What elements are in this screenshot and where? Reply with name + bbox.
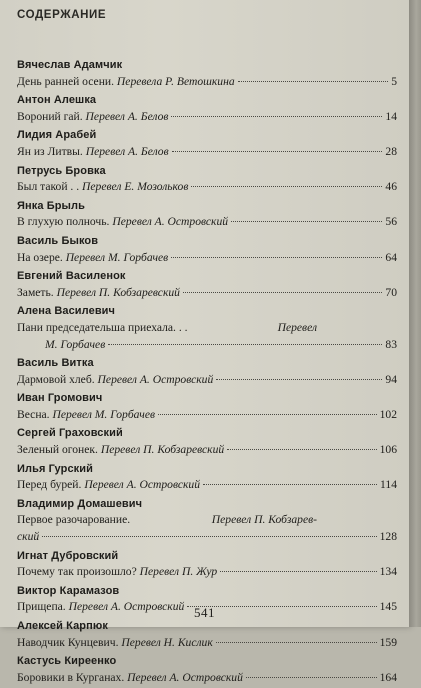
toc-author: Игнат Дубровский bbox=[17, 549, 119, 562]
leader-dots bbox=[172, 151, 383, 152]
toc-translator: Перевел bbox=[277, 320, 317, 334]
toc-translator: Перевела Р. Ветошкина bbox=[116, 74, 235, 88]
toc-page-number: 5 bbox=[391, 74, 397, 88]
toc-page-number: 46 bbox=[385, 180, 397, 194]
toc-work-title: Весна. bbox=[17, 407, 50, 421]
toc-work-title: Зеленый огонек. bbox=[17, 443, 98, 457]
toc-work-line bbox=[17, 144, 397, 161]
toc-page-number: 83 bbox=[385, 337, 397, 351]
toc-work-line bbox=[17, 320, 317, 337]
toc-author: Алексей Карпюк bbox=[17, 620, 108, 632]
toc-translator: Перевел П. Кобзаревский bbox=[56, 285, 180, 299]
toc-work-line bbox=[17, 477, 397, 494]
toc-work-title: Пани председательша приехала. . . bbox=[17, 320, 188, 334]
leader-dots bbox=[216, 642, 377, 643]
toc-translator: Перевел М. Горбачев bbox=[52, 407, 156, 421]
toc-work-line bbox=[17, 74, 397, 91]
toc-translator: Перевел А. Белов bbox=[85, 109, 169, 123]
toc-work-line bbox=[17, 635, 397, 652]
leader-dots bbox=[203, 484, 377, 485]
toc-work-line bbox=[17, 250, 397, 267]
toc-page-number: 159 bbox=[379, 635, 397, 649]
toc-translator: Перевел М. Горбачев bbox=[65, 250, 169, 264]
toc-translator: Перевел П. Кобзарев- bbox=[211, 513, 317, 527]
toc-work-line bbox=[17, 564, 397, 581]
toc-work-title: Вороний гай. bbox=[17, 109, 83, 123]
toc-translator: Перевел А. Островский bbox=[127, 670, 243, 684]
toc-author: Василь Витка bbox=[17, 357, 94, 370]
toc-translator: Перевел А. Островский bbox=[68, 600, 185, 614]
toc-page-number: 56 bbox=[385, 215, 397, 229]
toc-author: Илья Гурский bbox=[17, 462, 93, 475]
toc-translator: М. Горбачев bbox=[45, 337, 106, 351]
page-heading: СОДЕРЖАНИЕ bbox=[17, 9, 107, 21]
toc-translator: Перевел Н. Кислик bbox=[121, 635, 213, 649]
leader-dots bbox=[231, 221, 382, 222]
toc-work-title: Заметь. bbox=[17, 285, 54, 299]
toc-translator: Перевел А. Белов bbox=[85, 144, 169, 158]
toc-translator: Перевел А. Островский bbox=[97, 372, 214, 386]
toc-page-number: 28 bbox=[385, 144, 397, 158]
toc-work-line bbox=[17, 512, 317, 529]
toc-author: Виктор Карамазов bbox=[17, 584, 120, 597]
toc-work-line bbox=[17, 529, 397, 546]
toc-page-number: 134 bbox=[379, 565, 397, 579]
toc-work-line bbox=[17, 214, 397, 231]
toc-page-number: 94 bbox=[385, 372, 397, 386]
toc-work-title: День ранней осени. bbox=[17, 74, 115, 88]
toc-work-line bbox=[17, 442, 397, 459]
leader-dots bbox=[171, 257, 382, 258]
toc-translator: Перевел А. Островский bbox=[112, 215, 229, 229]
leader-dots bbox=[42, 536, 376, 537]
toc-page-number: 70 bbox=[385, 285, 397, 299]
leader-dots bbox=[238, 81, 389, 82]
page-number: 541 bbox=[194, 605, 215, 620]
toc-work-title: На озере. bbox=[17, 250, 63, 264]
table-of-contents bbox=[17, 57, 397, 688]
toc-author: Василь Быков bbox=[17, 234, 99, 247]
toc-translator: Перевел П. Кобзаревский bbox=[100, 443, 225, 457]
toc-work-line bbox=[17, 285, 397, 302]
toc-translator: ский bbox=[17, 530, 40, 544]
leader-dots bbox=[227, 449, 376, 450]
toc-work-title: Перед бурей. bbox=[17, 478, 82, 492]
toc-work-title: Ян из Литвы. bbox=[17, 144, 83, 158]
toc-work-title: Был такой . . bbox=[17, 180, 80, 194]
toc-author: Кастусь Киреенко bbox=[17, 655, 117, 668]
leader-dots bbox=[191, 186, 382, 187]
toc-work-title: Прищепа. bbox=[17, 600, 66, 614]
toc-work-title: Дармовой хлеб. bbox=[17, 372, 95, 386]
toc-work-line bbox=[17, 179, 397, 196]
toc-author: Лидия Арабей bbox=[17, 129, 97, 142]
toc-work-line bbox=[17, 337, 397, 354]
toc-author: Алена Василевич bbox=[17, 305, 116, 318]
leader-dots bbox=[220, 571, 376, 572]
toc-work-title: Наводчик Кунцевич. bbox=[17, 635, 119, 649]
leader-dots bbox=[216, 379, 382, 380]
toc-page-number: 14 bbox=[385, 109, 397, 123]
toc-page-number: 106 bbox=[379, 443, 397, 457]
toc-author: Сергей Граховский bbox=[17, 427, 123, 440]
leader-dots bbox=[246, 677, 377, 678]
leader-dots bbox=[108, 344, 382, 345]
toc-author: Евгений Василенок bbox=[17, 270, 126, 283]
leader-dots bbox=[171, 116, 382, 117]
toc-author: Петрусь Бровка bbox=[17, 164, 106, 177]
leader-dots bbox=[183, 292, 382, 293]
toc-page-number: 128 bbox=[379, 530, 397, 544]
toc-page-number: 114 bbox=[380, 478, 397, 492]
toc-author: Иван Громович bbox=[17, 392, 103, 405]
toc-translator: Перевел А. Островский bbox=[84, 478, 201, 492]
toc-author: Владимир Домашевич bbox=[17, 497, 143, 510]
toc-work-title: Первое разочарование. bbox=[17, 513, 131, 527]
toc-author: Янка Брыль bbox=[17, 199, 85, 212]
toc-work-line bbox=[17, 109, 397, 126]
toc-author: Вячеслав Адамчик bbox=[17, 59, 123, 71]
toc-page-number: 145 bbox=[379, 600, 397, 614]
leader-dots bbox=[158, 414, 377, 415]
toc-work-line bbox=[17, 407, 397, 424]
book-spine-edge bbox=[409, 0, 421, 627]
toc-author: Антон Алешка bbox=[17, 94, 97, 107]
toc-work-line bbox=[17, 670, 397, 687]
toc-work-title: В глухую полночь. bbox=[17, 215, 110, 229]
toc-work-line bbox=[17, 372, 397, 389]
toc-page-number: 64 bbox=[385, 250, 397, 264]
toc-page-number: 164 bbox=[379, 670, 397, 684]
toc-translator: Перевел Е. Мозольков bbox=[82, 180, 189, 194]
toc-page-number: 102 bbox=[379, 407, 397, 421]
toc-work-title: Боровики в Курганах. bbox=[17, 670, 125, 684]
toc-work-title: Почему так произошло? bbox=[17, 565, 137, 579]
toc-translator: Перевел П. Жур bbox=[139, 565, 218, 579]
